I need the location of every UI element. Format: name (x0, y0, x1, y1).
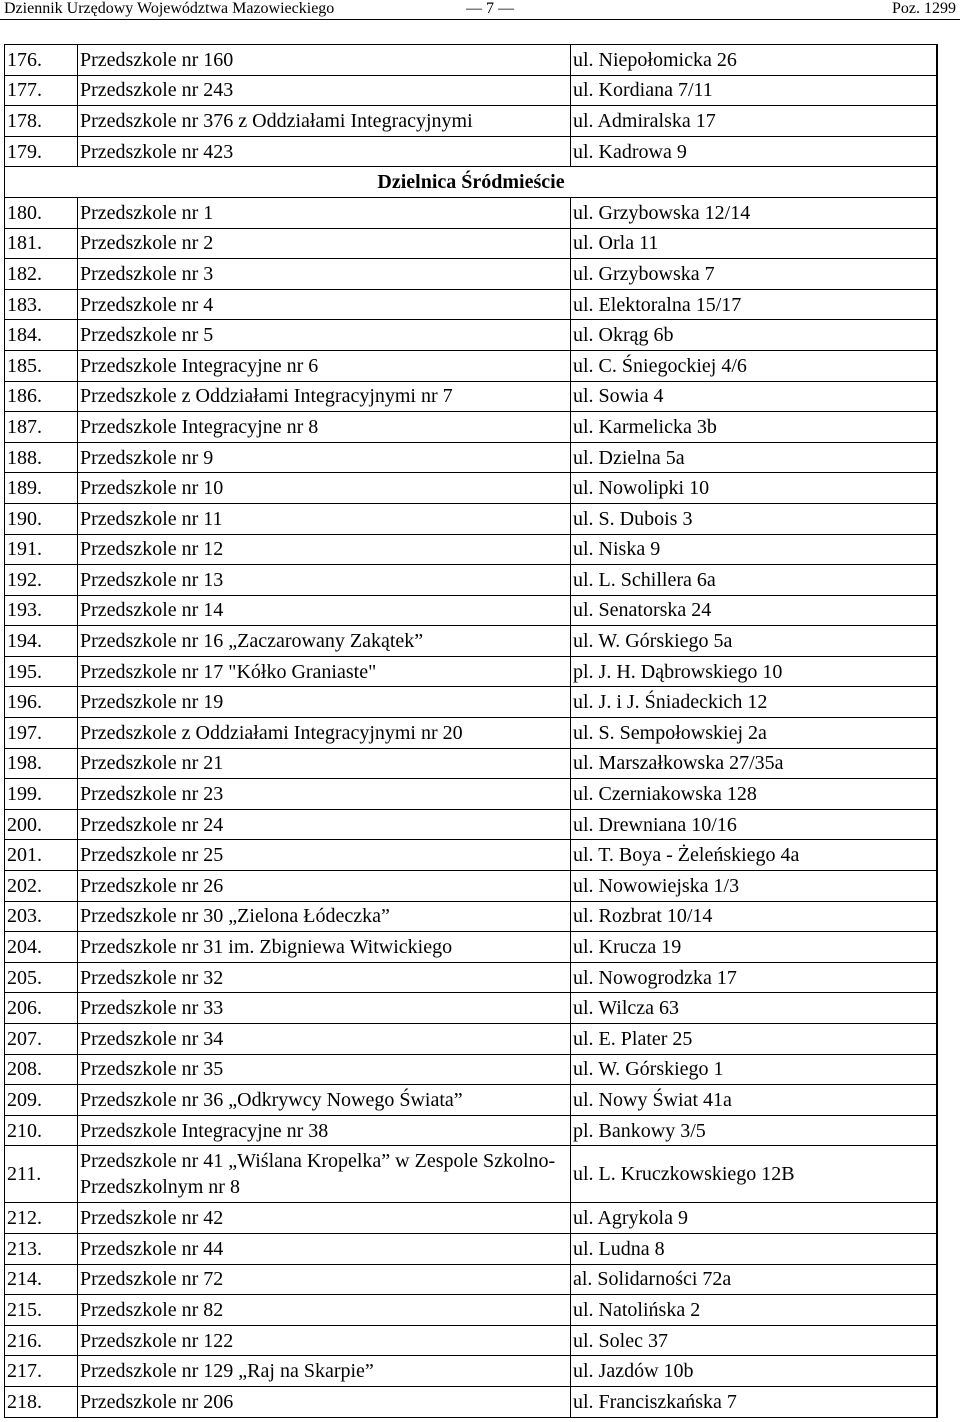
preschool-address: ul. Czerniakowska 128 (571, 779, 938, 810)
preschool-address: ul. Dzielna 5a (571, 442, 938, 473)
preschool-address: ul. Jazdów 10b (571, 1356, 938, 1387)
preschool-name: Przedszkole nr 21 (78, 748, 571, 779)
district-section-row (5, 167, 938, 198)
preschool-name: Przedszkole nr 19 (78, 687, 571, 718)
position-number: Poz. 1299 (892, 0, 956, 17)
preschool-name: Przedszkole nr 122 (78, 1325, 571, 1356)
preschool-name: Przedszkole nr 12 (78, 534, 571, 565)
preschool-address: ul. Krucza 19 (571, 932, 938, 963)
table-row (5, 656, 938, 687)
row-number: 199. (5, 779, 78, 810)
preschool-address: ul. W. Górskiego 5a (571, 626, 938, 657)
row-number: 194. (5, 626, 78, 657)
preschool-name: Przedszkole nr 30 „Zielona Łódeczka” (78, 901, 571, 932)
preschool-address: ul. S. Sempołowskiej 2a (571, 718, 938, 749)
row-number: 185. (5, 350, 78, 381)
row-number: 215. (5, 1295, 78, 1326)
preschool-address: ul. L. Schillera 6a (571, 565, 938, 596)
preschool-name: Przedszkole nr 2 (78, 228, 571, 259)
preschool-name: Przedszkole nr 11 (78, 503, 571, 534)
preschool-name: Przedszkole z Oddziałami Integracyjnymi nr 20 (78, 718, 571, 749)
district-title: Dzielnica Śródmieście (5, 167, 938, 198)
table-row (5, 687, 938, 718)
table-row (5, 1264, 938, 1295)
table-row (5, 1233, 938, 1264)
row-number: 187. (5, 412, 78, 443)
preschool-name: Przedszkole nr 23 (78, 779, 571, 810)
row-number: 200. (5, 809, 78, 840)
preschool-address: ul. Niska 9 (571, 534, 938, 565)
table-row (5, 412, 938, 443)
table-row (5, 718, 938, 749)
table-row (5, 289, 938, 320)
preschool-address: ul. Grzybowska 12/14 (571, 197, 938, 228)
header-rule (0, 19, 960, 20)
preschool-address: ul. Kadrowa 9 (571, 136, 938, 167)
table-row (5, 1146, 938, 1203)
preschool-name: Przedszkole Integracyjne nr 8 (78, 412, 571, 443)
preschool-address: ul. Sowia 4 (571, 381, 938, 412)
row-number: 179. (5, 136, 78, 167)
preschool-name: Przedszkole nr 25 (78, 840, 571, 871)
preschool-name: Przedszkole nr 44 (78, 1233, 571, 1264)
row-number: 202. (5, 871, 78, 902)
table-right-edge (936, 44, 938, 1418)
row-number: 208. (5, 1054, 78, 1085)
preschool-address: ul. Solec 37 (571, 1325, 938, 1356)
preschool-address: pl. Bankowy 3/5 (571, 1115, 938, 1146)
table-row (5, 626, 938, 657)
preschool-address: ul. Rozbrat 10/14 (571, 901, 938, 932)
row-number: 181. (5, 228, 78, 259)
row-number: 207. (5, 1024, 78, 1055)
row-number: 212. (5, 1203, 78, 1234)
table-row (5, 534, 938, 565)
preschool-name: Przedszkole nr 36 „Odkrywcy Nowego Świata” (78, 1085, 571, 1116)
row-number: 217. (5, 1356, 78, 1387)
preschool-name: Przedszkole nr 31 im. Zbigniewa Witwickiego (78, 932, 571, 963)
row-number: 188. (5, 442, 78, 473)
preschool-name: Przedszkole nr 26 (78, 871, 571, 902)
table-row (5, 75, 938, 106)
row-number: 183. (5, 289, 78, 320)
table-row (5, 1295, 938, 1326)
preschool-address: ul. Admiralska 17 (571, 106, 938, 137)
preschool-name: Przedszkole nr 243 (78, 75, 571, 106)
preschool-name: Przedszkole nr 35 (78, 1054, 571, 1085)
table-row (5, 840, 938, 871)
preschool-name: Przedszkole z Oddziałami Integracyjnymi nr 7 (78, 381, 571, 412)
preschool-name: Przedszkole nr 14 (78, 595, 571, 626)
journal-title: Dziennik Urzędowy Województwa Mazowieckiego (4, 0, 335, 17)
row-number: 204. (5, 932, 78, 963)
preschool-address: ul. Grzybowska 7 (571, 259, 938, 290)
preschool-address: ul. Elektoralna 15/17 (571, 289, 938, 320)
preschool-address: ul. Wilcza 63 (571, 993, 938, 1024)
preschool-name: Przedszkole nr 3 (78, 259, 571, 290)
preschool-address: ul. Nowowiejska 1/3 (571, 871, 938, 902)
preschool-name: Przedszkole nr 72 (78, 1264, 571, 1295)
preschool-name: Przedszkole nr 129 „Raj na Skarpie” (78, 1356, 571, 1387)
preschool-name: Przedszkole nr 1 (78, 197, 571, 228)
preschool-name: Przedszkole nr 24 (78, 809, 571, 840)
row-number: 184. (5, 320, 78, 351)
row-number: 198. (5, 748, 78, 779)
table-row (5, 993, 938, 1024)
preschool-address: ul. Nowolipki 10 (571, 473, 938, 504)
preschool-address: ul. Kordiana 7/11 (571, 75, 938, 106)
table-row (5, 1386, 938, 1417)
row-number: 214. (5, 1264, 78, 1295)
preschool-address: ul. Senatorska 24 (571, 595, 938, 626)
preschool-address: ul. Ludna 8 (571, 1233, 938, 1264)
table-row (5, 197, 938, 228)
preschool-address: al. Solidarności 72a (571, 1264, 938, 1295)
preschool-name: Przedszkole nr 9 (78, 442, 571, 473)
preschool-name: Przedszkole Integracyjne nr 38 (78, 1115, 571, 1146)
preschool-name: Przedszkole nr 32 (78, 962, 571, 993)
table-row (5, 503, 938, 534)
preschool-name: Przedszkole nr 34 (78, 1024, 571, 1055)
preschool-address: ul. L. Kruczkowskiego 12B (571, 1146, 938, 1203)
row-number: 178. (5, 106, 78, 137)
row-number: 201. (5, 840, 78, 871)
preschool-address: ul. Natolińska 2 (571, 1295, 938, 1326)
preschool-address: ul. Niepołomicka 26 (571, 45, 938, 76)
page-header (0, 0, 960, 28)
preschool-address: ul. J. i J. Śniadeckich 12 (571, 687, 938, 718)
preschool-address: ul. Okrąg 6b (571, 320, 938, 351)
table-row (5, 871, 938, 902)
table-row (5, 473, 938, 504)
preschool-address: ul. E. Plater 25 (571, 1024, 938, 1055)
row-number: 176. (5, 45, 78, 76)
preschool-name: Przedszkole nr 17 "Kółko Graniaste" (78, 656, 571, 687)
table-row (5, 779, 938, 810)
table-row (5, 1024, 938, 1055)
table-row (5, 962, 938, 993)
page-number: — 7 — (466, 0, 514, 17)
row-number: 189. (5, 473, 78, 504)
preschool-table (4, 44, 938, 1418)
preschool-name: Przedszkole Integracyjne nr 6 (78, 350, 571, 381)
table-row (5, 106, 938, 137)
table-row (5, 1203, 938, 1234)
preschool-address: ul. S. Dubois 3 (571, 503, 938, 534)
preschool-address: ul. Nowogrodzka 17 (571, 962, 938, 993)
table-row (5, 45, 938, 76)
preschool-address: ul. Orla 11 (571, 228, 938, 259)
table-row (5, 1085, 938, 1116)
row-number: 197. (5, 718, 78, 749)
row-number: 195. (5, 656, 78, 687)
preschool-address: ul. Karmelicka 3b (571, 412, 938, 443)
preschool-address: ul. W. Górskiego 1 (571, 1054, 938, 1085)
row-number: 203. (5, 901, 78, 932)
preschool-name: Przedszkole nr 4 (78, 289, 571, 320)
preschool-name: Przedszkole nr 82 (78, 1295, 571, 1326)
table-row (5, 228, 938, 259)
row-number: 210. (5, 1115, 78, 1146)
preschool-name: Przedszkole nr 10 (78, 473, 571, 504)
row-number: 205. (5, 962, 78, 993)
row-number: 177. (5, 75, 78, 106)
row-number: 190. (5, 503, 78, 534)
table-row (5, 381, 938, 412)
preschool-name: Przedszkole nr 206 (78, 1386, 571, 1417)
table-row (5, 1054, 938, 1085)
row-number: 192. (5, 565, 78, 596)
table-row (5, 136, 938, 167)
row-number: 211. (5, 1146, 78, 1203)
row-number: 216. (5, 1325, 78, 1356)
table-row (5, 809, 938, 840)
row-number: 206. (5, 993, 78, 1024)
table-row (5, 1115, 938, 1146)
row-number: 213. (5, 1233, 78, 1264)
preschool-address: ul. C. Śniegockiej 4/6 (571, 350, 938, 381)
table-row (5, 259, 938, 290)
table-row (5, 901, 938, 932)
table-row (5, 350, 938, 381)
row-number: 191. (5, 534, 78, 565)
preschool-address: ul. T. Boya - Żeleńskiego 4a (571, 840, 938, 871)
table-row (5, 1356, 938, 1387)
preschool-name: Przedszkole nr 423 (78, 136, 571, 167)
preschool-address: ul. Agrykola 9 (571, 1203, 938, 1234)
preschool-address: ul. Franciszkańska 7 (571, 1386, 938, 1417)
preschool-address: pl. J. H. Dąbrowskiego 10 (571, 656, 938, 687)
row-number: 196. (5, 687, 78, 718)
table-row (5, 320, 938, 351)
preschool-address: ul. Drewniana 10/16 (571, 809, 938, 840)
preschool-name: Przedszkole nr 33 (78, 993, 571, 1024)
row-number: 193. (5, 595, 78, 626)
table-row (5, 932, 938, 963)
table-row (5, 595, 938, 626)
preschool-address: ul. Nowy Świat 41a (571, 1085, 938, 1116)
table-row (5, 565, 938, 596)
row-number: 182. (5, 259, 78, 290)
preschool-name: Przedszkole nr 16 „Zaczarowany Zakątek” (78, 626, 571, 657)
preschool-address: ul. Marszałkowska 27/35a (571, 748, 938, 779)
preschool-name: Przedszkole nr 42 (78, 1203, 571, 1234)
row-number: 218. (5, 1386, 78, 1417)
preschool-name: Przedszkole nr 160 (78, 45, 571, 76)
row-number: 180. (5, 197, 78, 228)
table-row (5, 1325, 938, 1356)
row-number: 209. (5, 1085, 78, 1116)
preschool-name: Przedszkole nr 13 (78, 565, 571, 596)
preschool-name: Przedszkole nr 5 (78, 320, 571, 351)
table-body (5, 45, 938, 1418)
preschool-name: Przedszkole nr 41 „Wiślana Kropelka” w Zespole Szkolno-Przedszkolnym nr 8 (78, 1146, 571, 1203)
row-number: 186. (5, 381, 78, 412)
preschool-name: Przedszkole nr 376 z Oddziałami Integracyjnymi (78, 106, 571, 137)
table-row (5, 442, 938, 473)
table-row (5, 748, 938, 779)
